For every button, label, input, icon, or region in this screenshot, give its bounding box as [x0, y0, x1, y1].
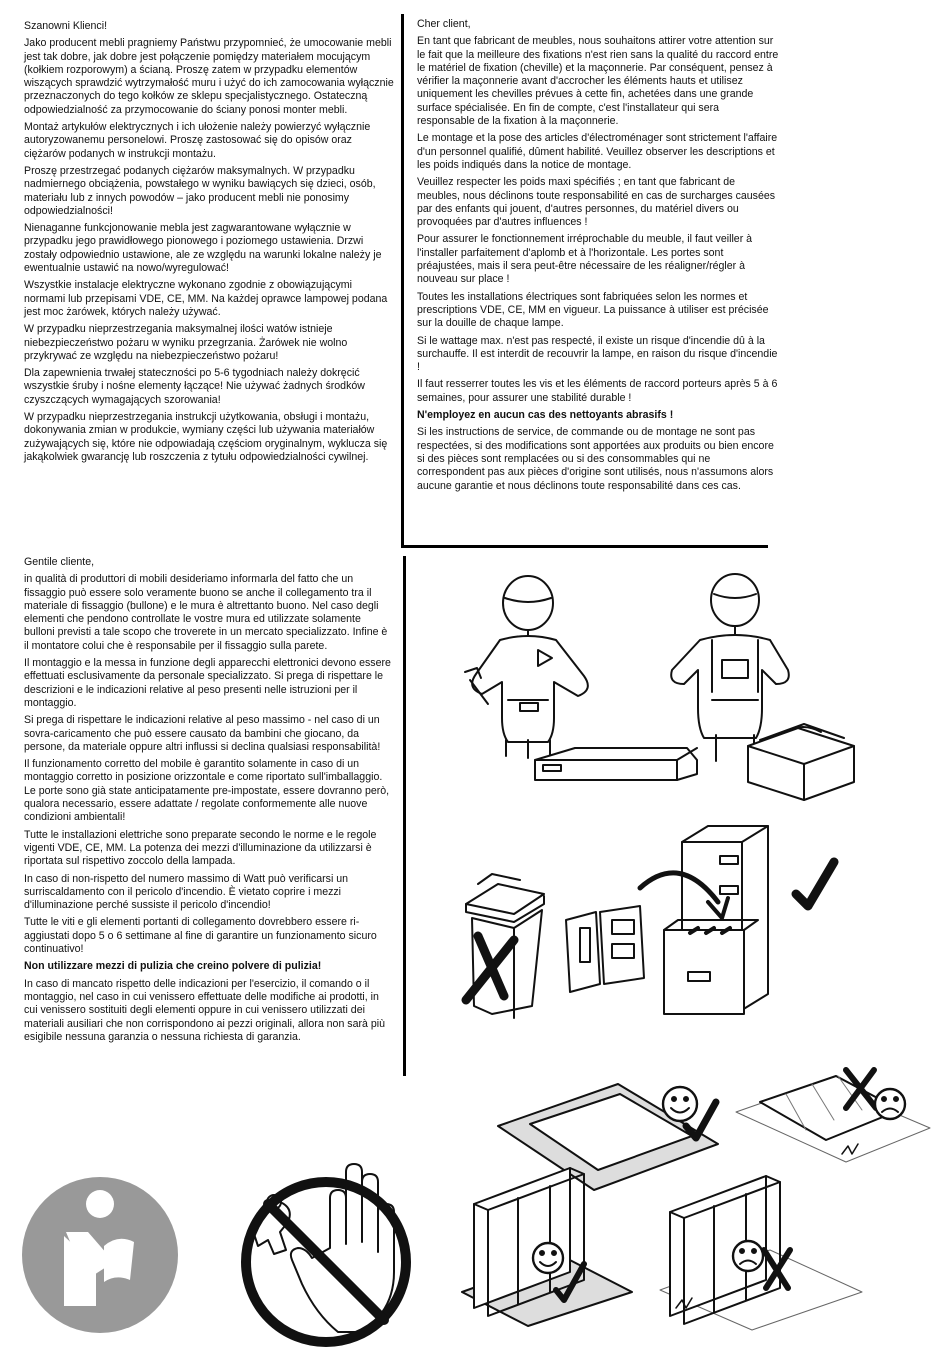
- italian-paragraph: Si prega di rispettare le indicazioni relative al peso massimo - nel caso di un sovra-caricamento che può essere causato da bambini che giocano, da persone, da materiale oppure altri influssi si declina qualsiasi responsabilità!: [24, 714, 381, 753]
- french-paragraph: Veuillez respecter les poids maxi spécifiés ; en tant que fabricant de meubles, nous déclinons toute responsabilité en cas de surcharges causées par des enfants qui jouent, d'autres personnes, du matériel divers ou provoquées par d'autres influences !: [417, 176, 776, 229]
- italian-paragraph: Il montaggio e la messa in funzione degli apparecchi elettronici devono essere effettuati esclusivamente da personale specializzato. Si prega di rispettare le descrizioni e le indicazioni relative al peso presenti nelle istruzioni per il montaggio.: [24, 657, 391, 709]
- shelf-on-carpet-illustration: [462, 1168, 632, 1326]
- french-paragraph: Le montage et la pose des articles d'électroménager sont strictement l'affaire d'un personnel qualifié, dûment habilité. Veuillez observer les descriptions et les poids indiqués dans la notice de montage.: [417, 132, 778, 171]
- shelf-on-floor-illustration: [660, 1176, 862, 1330]
- panel-on-carpet-illustration: [498, 1084, 718, 1190]
- french-paragraph: Si le wattage max. n'est pas respecté, il existe un risque d'incendie dû à la surchauffe. Il est interdit de recouvrir la lampe, en raison du risque d'incendie !: [417, 334, 778, 374]
- italian-paragraph: In caso di mancato rispetto delle indicazioni per l'esercizio, il comando o il montaggio, nel caso in cui venissero effettuate delle modifiche ai prodotti, in cui venissero sostituiti degli elementi oppure in cui venissero utilizzati dei materiali ausiliari che non corrispondono ai pezzi originali, allora non sarà più esigibile nessuna garanzia o nessuna richiesta di garanzia.: [24, 977, 385, 1043]
- read-manual-icon: [22, 1177, 178, 1333]
- italian-warning: Non utilizzare mezzi di pulizia che creino polvere di pulizia!: [24, 960, 322, 973]
- french-paragraph: Si les instructions de service, de commande ou de montage ne sont pas respectées, si des modifications sont apportées aux produits ou bien encore si des pièces sont remplacées ou si des consommables qui ne correspondent pas aux pièces d'origine sont utilisés, nous n'assumons alors aucune garantie et nous déclinons toute responsabilité dans ces cas.: [417, 426, 774, 492]
- french-greeting: Cher client,: [417, 18, 471, 30]
- polish-greeting: Szanowni Klienci!: [24, 20, 108, 32]
- french-paragraph: Toutes les installations électriques sont fabriquées selon les normes et prescriptions VDE, CE, MM en vigueur. La puissance à utiliser est précisée sur la douille de chaque lampe.: [417, 290, 769, 330]
- no-children-icon: [246, 1164, 406, 1342]
- french-paragraph: En tant que fabricant de meubles, nous souhaitons attirer votre attention sur le fait que la meilleure des fixations n'est rien sans la qualité du raccord entre le matériel de fixation (cheville) et la maçonnerie. Par conséquent, pensez à vérifier la maçonnerie avant d'accrocher les éléments hauts et utilisez uniquement les chevilles prévues à cette fin, achetées dans une grande surface spécialisée. En fin de compte, c'est l'installateur qui sera responsable de la fixation à la maçonnerie.: [417, 35, 779, 128]
- polish-paragraph: Jako producent mebli pragniemy Państwu przypomnieć, że umocowanie mebli jest tak dobre, jak dobre jest połączenie pomiędzy materiałem mocującym (kołkiem rozporowym) a ścianą. Proszę zatem w przypadku elementów wiszących sprawdzić wytrzymałość muru i użyć do ich zamocowania wyłącznie przeznaczonych do tego kołków ze sklepu specjalistycznego. Ostateczną odpowiedzialność za przymocowanie do ściany ponosi monter mebli.: [24, 37, 394, 116]
- italian-paragraph: Tutte le installazioni elettriche sono preparate secondo le norme e le regole vigenti VDE, CE, MM. La potenza dei mezzi d'illuminazione da utilizzarsi è riportata sul rispettivo zoccolo della lampada.: [24, 828, 377, 868]
- italian-paragraph: in qualità di produttori di mobili desideriamo informarla del fatto che un fissaggio può essere solo veramente buono se anche il collegamento tra il materiale di fissaggio (bullone) e le mura è altrettanto buono. Nel caso degli elementi che pendono controllate le vostre mura ed utilizzate solamente bulloni previsti a tale scopo che troverete in un mercato specializzato. Infine è il montatore colui che è responsabile per il fissaggio sulla parete.: [24, 573, 388, 652]
- italian-paragraph: Tutte le viti e gli elementi portanti di collegamento dovrebbero essere ri-aggiustati dopo 5 o 6 settimane al fine di garantire un funzionamento sicuro continuativo!: [24, 916, 377, 956]
- polish-paragraph: Dla zapewnienia trwałej stateczności po 5-6 tygodniach należy dokręcić wszystkie śruby i nośne elementy łączące! Nie używać żadnych środków czyszczących wymagających szorowania!: [24, 367, 365, 406]
- polish-paragraph: Wszystkie instalacje elektryczne wykonano zgodnie z obowiązującymi normami lub przepisami VDE, CE, MM. Na każdej oprawce lampowej podana jest moc żarówek, których należy używać.: [24, 279, 388, 318]
- two-workers-illustration: [465, 574, 854, 800]
- italian-paragraph: Il funzionamento corretto del mobile è garantito solamente in caso di un montaggio corretto in posizione orizzontale e come riportato sull'imballaggio. Le porte sono già state anticipatamente pre-impostate, essere dovranno però, qualora necessario, essere adattate / regolate conformemente alle nuove condizioni ambientali!: [24, 758, 390, 824]
- polish-paragraph: Nienaganne funkcjonowanie mebla jest zagwarantowane wyłącznie w przypadku jego prawidłowego pionowego i poziomego ustawienia. Drzwi zostały odpowiednio ustawione, ale ze względu na warunki lokalne należy je ewentualnie ustawić na nowo/wyregulować!: [24, 222, 382, 275]
- filing-cabinet-illustration: [640, 826, 834, 1014]
- french-warning: N'employez en aucun cas des nettoyants abrasifs !: [417, 409, 674, 422]
- french-paragraph: Pour assurer le fonctionnement irréprochable du meuble, il faut veiller à l'installer parfaitement d'aplomb et à l'horizontale. Les portes sont préajustées, mais il sera peut-être nécessaire de les réaligner/régler à nouveau sur place !: [417, 233, 753, 286]
- instruction-booklet-illustration: [566, 906, 644, 992]
- french-paragraph: Il faut resserrer toutes les vis et les éléments de raccord porteurs après 5 à 6 semaines, pour assurer une stabilité durable !: [417, 378, 778, 404]
- waste-bin-illustration: [466, 874, 544, 1018]
- polish-paragraph: W przypadku nieprzestrzegania instrukcji użytkowania, obsługi i montażu, dokonywania zmian w produkcie, wymiany części lub używania materiałów zużywających się, które nie odpowiadają częściom oryginalnym, wyklucza się jakąkolwiek gwarancję lub roszczenia z tytułu odpowiedzialności cywilnej.: [24, 411, 388, 463]
- polish-paragraph: Montaż artykułów elektrycznych i ich ułożenie należy powierzyć wyłącznie autoryzowanemu personelowi. Proszę zastosować się do opisów oraz ciężarów podanych w instrukcji montażu.: [24, 121, 371, 160]
- panel-on-floor-illustration: [736, 1070, 930, 1162]
- italian-paragraph: In caso di non-rispetto del numero massimo di Watt può verificarsi un surriscaldamento con il pericolo d'incendio. È vietato coprire i mezzi d'illuminazione perché sussiste il pericolo d'incendio!: [24, 872, 349, 912]
- polish-paragraph: Proszę przestrzegać podanych ciężarów maksymalnych. W przypadku nadmiernego obciążenia, powstałego w wyniku bawiących się dzieci, osób, materiału lub z innych powodów – jako producent mebli nie ponosimy odpowiedzialności!: [24, 164, 376, 217]
- polish-paragraph: W przypadku nieprzestrzegania maksymalnej ilości watów istnieje niebezpieczeństwo pożaru w wyniku przegrzania. Żarówek nie wolno przykrywać ze względu na niebezpieczeństwo pożaru!: [24, 323, 348, 362]
- italian-greeting: Gentile cliente,: [24, 556, 95, 568]
